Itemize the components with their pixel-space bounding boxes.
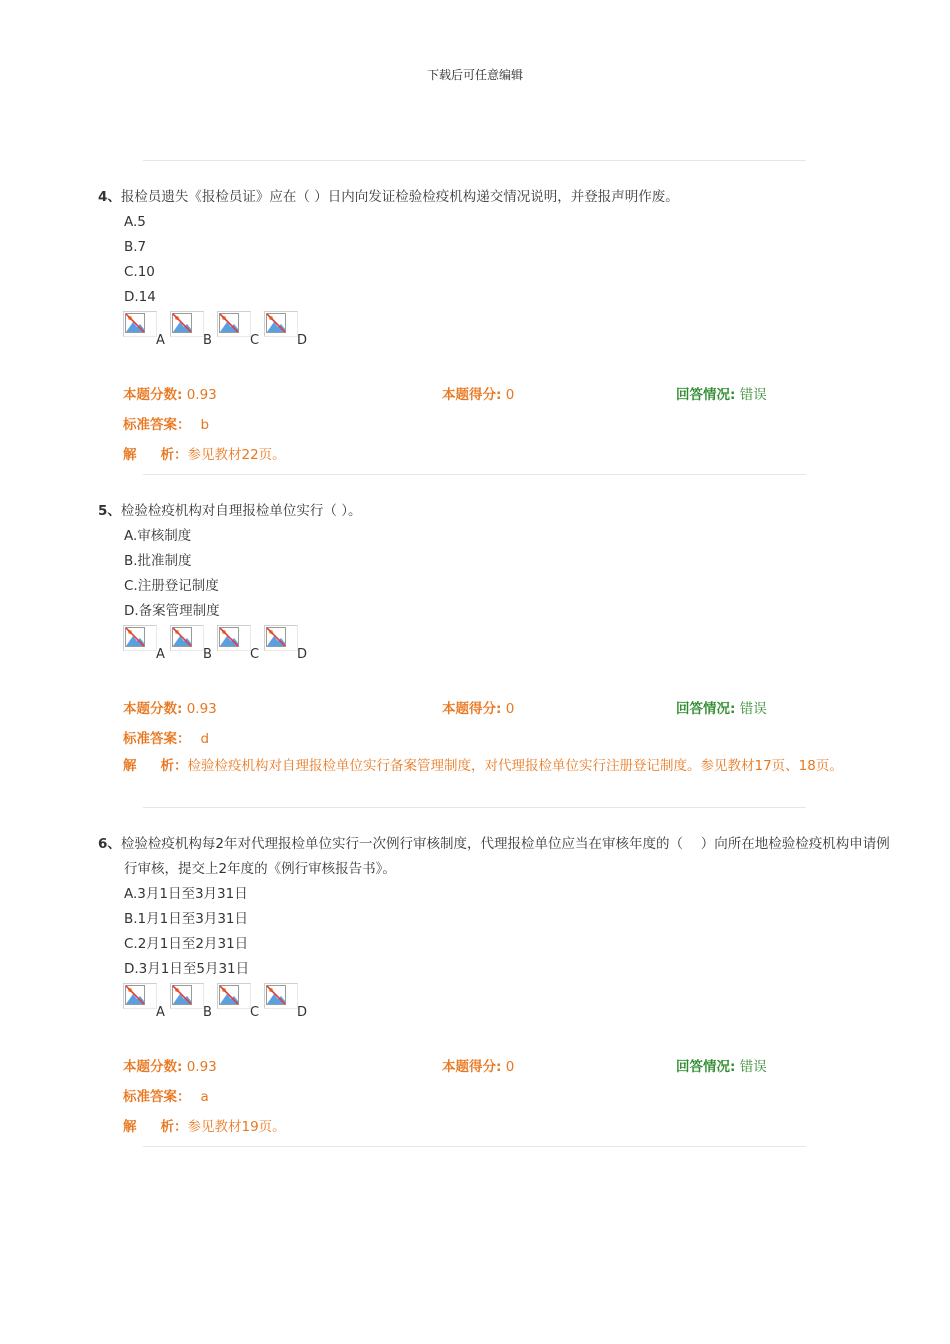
analysis-label-a: 解 [123, 1119, 137, 1135]
score-label: 本题分数: [123, 1059, 183, 1075]
option-c: C.注册登记制度 [124, 578, 219, 594]
question-number: 5、 [98, 503, 121, 519]
choice-d[interactable] [264, 311, 311, 351]
analysis-label-a: 解 [123, 447, 137, 463]
standard-answer [123, 724, 898, 754]
broken-image-icon [264, 311, 298, 337]
question-4 [98, 185, 898, 470]
choice-label: A [156, 647, 165, 662]
divider [143, 160, 806, 161]
option-a: A.3月1日至3月31日 [124, 886, 248, 902]
option-a: A.5 [124, 214, 146, 230]
standard-answer [123, 410, 898, 440]
choice-label: B [203, 1005, 212, 1020]
broken-image-icon [217, 311, 251, 337]
choice-label: A [156, 1005, 165, 1020]
choice-label: A [156, 333, 165, 348]
choice-b[interactable] [170, 625, 217, 665]
status-value: 错误 [739, 701, 767, 717]
answer-label: 标准答案： [123, 731, 191, 747]
question-text: 检验检疫机构每2年对代理报检单位实行一次例行审核制度，代理报检单位应当在审核年度的（ ）向所在地检验检疫机构申请例行审核，提交上2年度的《例行审核报告书》。 [120, 836, 890, 877]
option-d: D.备案管理制度 [124, 603, 220, 619]
choice-b[interactable] [170, 311, 217, 351]
option-b: B.批准制度 [124, 553, 192, 569]
divider [143, 1146, 806, 1147]
choice-b[interactable] [170, 983, 217, 1023]
choice-d[interactable] [264, 983, 311, 1023]
answer-label: 标准答案： [123, 1089, 191, 1105]
question-text: 检验检疫机构对自理报检单位实行（ ）。 [120, 503, 362, 519]
choice-label: B [203, 647, 212, 662]
broken-image-icon [123, 983, 157, 1009]
question-stem [98, 499, 898, 524]
choice-c[interactable] [217, 983, 264, 1023]
status-label: 回答情况: [676, 1059, 736, 1075]
score-value: 0.93 [186, 387, 217, 403]
broken-image-icon [170, 983, 204, 1009]
analysis-text: 检验检疫机构对自理报检单位实行备案管理制度，对代理报检单位实行注册登记制度。参见教材17页、18页。 [187, 758, 843, 774]
score-row [123, 694, 898, 724]
score-row [123, 380, 898, 410]
question-5 [98, 499, 898, 779]
option-a: A.审核制度 [124, 528, 192, 544]
option-b: B.1月1日至3月31日 [124, 911, 248, 927]
status-label: 回答情况: [676, 701, 736, 717]
answer-value: d [200, 731, 210, 747]
broken-image-icon [264, 625, 298, 651]
got-label: 本题得分: [442, 1059, 502, 1075]
analysis-text: 参见教材22页。 [187, 447, 286, 463]
question-stem [98, 832, 898, 882]
analysis [123, 440, 883, 470]
question-6 [98, 832, 898, 1142]
option-c: C.2月1日至2月31日 [124, 936, 249, 952]
score-row [123, 1052, 898, 1082]
choice-label: B [203, 333, 212, 348]
broken-image-icon [264, 983, 298, 1009]
question-text: 报检员遗失《报检员证》应在（ ）日内向发证检验检疫机构递交情况说明，并登报声明作废。 [120, 189, 679, 205]
option-d: D.14 [124, 289, 156, 305]
option-b: B.7 [124, 239, 147, 255]
divider [143, 807, 806, 808]
score-value: 0.93 [186, 701, 217, 717]
answer-value: a [200, 1089, 209, 1105]
broken-image-icon [170, 311, 204, 337]
choice-label: D [297, 333, 308, 348]
question-number: 4、 [98, 189, 121, 205]
status-label: 回答情况: [676, 387, 736, 403]
choice-label: D [297, 647, 308, 662]
divider [143, 474, 806, 475]
got-label: 本题得分: [442, 387, 502, 403]
option-c: C.10 [124, 264, 155, 280]
analysis-label-a: 解 [123, 758, 137, 774]
choice-a[interactable] [123, 625, 170, 665]
choice-a[interactable] [123, 311, 170, 351]
analysis-label-b: 析： [160, 1119, 188, 1135]
got-value: 0 [505, 1059, 515, 1075]
score-label: 本题分数: [123, 387, 183, 403]
choice-label: C [250, 333, 260, 348]
choice-label: C [250, 1005, 260, 1020]
option-d: D.3月1日至5月31日 [124, 961, 250, 977]
choice-label: D [297, 1005, 308, 1020]
answer-choices [123, 311, 898, 353]
analysis [123, 754, 883, 779]
standard-answer [123, 1082, 898, 1112]
status-value: 错误 [739, 1059, 767, 1075]
score-value: 0.93 [186, 1059, 217, 1075]
broken-image-icon [217, 983, 251, 1009]
answer-label: 标准答案： [123, 417, 191, 433]
answer-value: b [200, 417, 210, 433]
choice-c[interactable] [217, 311, 264, 351]
answer-choices [123, 625, 898, 667]
question-stem [98, 185, 898, 210]
analysis-label-b: 析： [160, 758, 188, 774]
broken-image-icon [123, 311, 157, 337]
got-label: 本题得分: [442, 701, 502, 717]
analysis [123, 1112, 883, 1142]
choice-label: C [250, 647, 260, 662]
answer-choices [123, 983, 898, 1025]
score-label: 本题分数: [123, 701, 183, 717]
got-value: 0 [505, 387, 515, 403]
status-value: 错误 [739, 387, 767, 403]
choice-d[interactable] [264, 625, 311, 665]
choice-a[interactable] [123, 983, 170, 1023]
broken-image-icon [217, 625, 251, 651]
question-number: 6、 [98, 836, 121, 852]
got-value: 0 [505, 701, 515, 717]
page-header: 下载后可任意编辑 [426, 68, 523, 82]
choice-c[interactable] [217, 625, 264, 665]
analysis-label-b: 析： [160, 447, 188, 463]
broken-image-icon [170, 625, 204, 651]
broken-image-icon [123, 625, 157, 651]
analysis-text: 参见教材19页。 [187, 1119, 286, 1135]
